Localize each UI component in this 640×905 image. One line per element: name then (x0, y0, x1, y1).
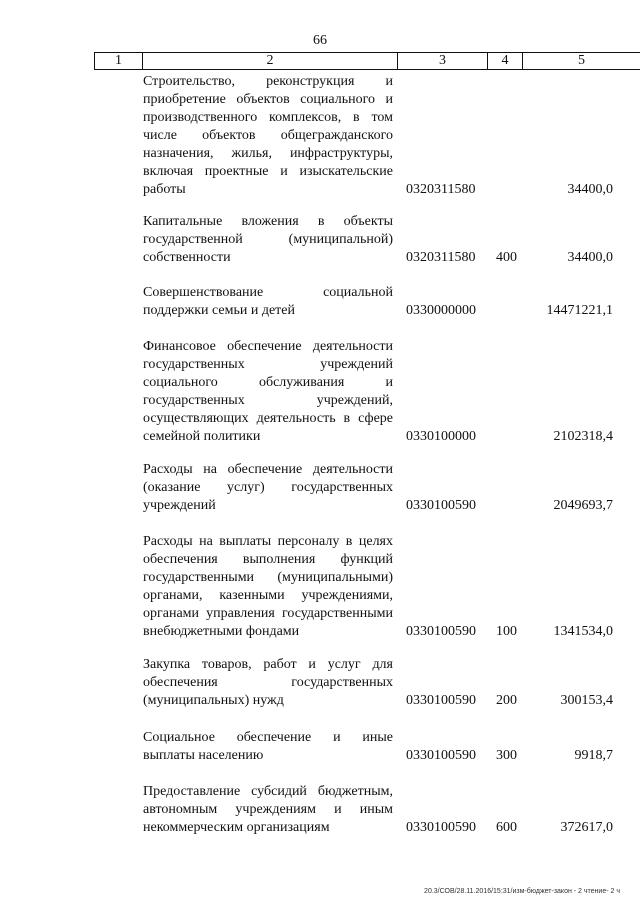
row-kind: 200 (496, 693, 517, 708)
row-amount: 34400,0 (567, 250, 613, 265)
row-description: Расходы на выплаты персоналу в целях обеспечения выполнения функций государственными (муниципальными) органами, казенными учреждениями, органами управления государственными внебюджетными фондами (143, 534, 393, 639)
row-amount: 14471221,1 (546, 303, 613, 318)
row-amount: 2049693,7 (553, 498, 613, 513)
column-1-header: 1 (95, 53, 143, 70)
row-code: 0330100590 (406, 624, 476, 639)
row-code: 0320311580 (406, 182, 476, 197)
row-amount: 2102318,4 (553, 429, 613, 444)
document-footer: 20.3/СОВ/28.11.2016/15:31/изм-бюджет-закон - 2 чтение- 2 ч (424, 888, 620, 895)
row-code: 0330100590 (406, 748, 476, 763)
row-kind: 400 (496, 250, 517, 265)
row-code: 0330100590 (406, 820, 476, 835)
row-kind: 300 (496, 748, 517, 763)
column-5-header: 5 (523, 53, 640, 70)
row-description: Расходы на обеспечение деятельности (оказание услуг) государственных учреждений (143, 462, 393, 513)
page-number: 66 (313, 33, 327, 48)
row-code: 0330000000 (406, 303, 476, 318)
row-code: 0320311580 (406, 250, 476, 265)
column-4-header: 4 (488, 53, 523, 70)
column-header-table (94, 52, 640, 70)
row-code: 0330100000 (406, 429, 476, 444)
row-description: Капитальные вложения в объекты государственной (муниципальной) собственности (143, 214, 393, 265)
row-code: 0330100590 (406, 693, 476, 708)
row-amount: 372617,0 (560, 820, 613, 835)
row-code: 0330100590 (406, 498, 476, 513)
row-kind: 600 (496, 820, 517, 835)
column-2-header: 2 (143, 53, 398, 70)
row-amount: 1341534,0 (553, 624, 613, 639)
row-amount: 300153,4 (560, 693, 613, 708)
row-amount: 9918,7 (574, 748, 613, 763)
row-description: Совершенствование социальной поддержки семьи и детей (143, 285, 393, 318)
row-description: Финансовое обеспечение деятельности государственных учреждений социального обслуживания и государственных учреждений, осуществляющих деятельность в сфере семейной политики (143, 339, 393, 444)
row-description: Закупка товаров, работ и услуг для обеспечения государственных (муниципальных) нужд (143, 657, 393, 708)
row-description: Предоставление субсидий бюджетным, автономным учреждениям и иным некоммерческим организациям (143, 784, 393, 835)
row-amount: 34400,0 (567, 182, 613, 197)
row-description: Строительство, реконструкция и приобретение объектов социального и производственного комплексов, в том числе объектов общегражданского назначения, жилья, инфраструктуры, включая проектные и изыскательские работы (143, 74, 393, 197)
row-description: Социальное обеспечение и иные выплаты населению (143, 730, 393, 763)
row-kind: 100 (496, 624, 517, 639)
column-3-header: 3 (398, 53, 488, 70)
